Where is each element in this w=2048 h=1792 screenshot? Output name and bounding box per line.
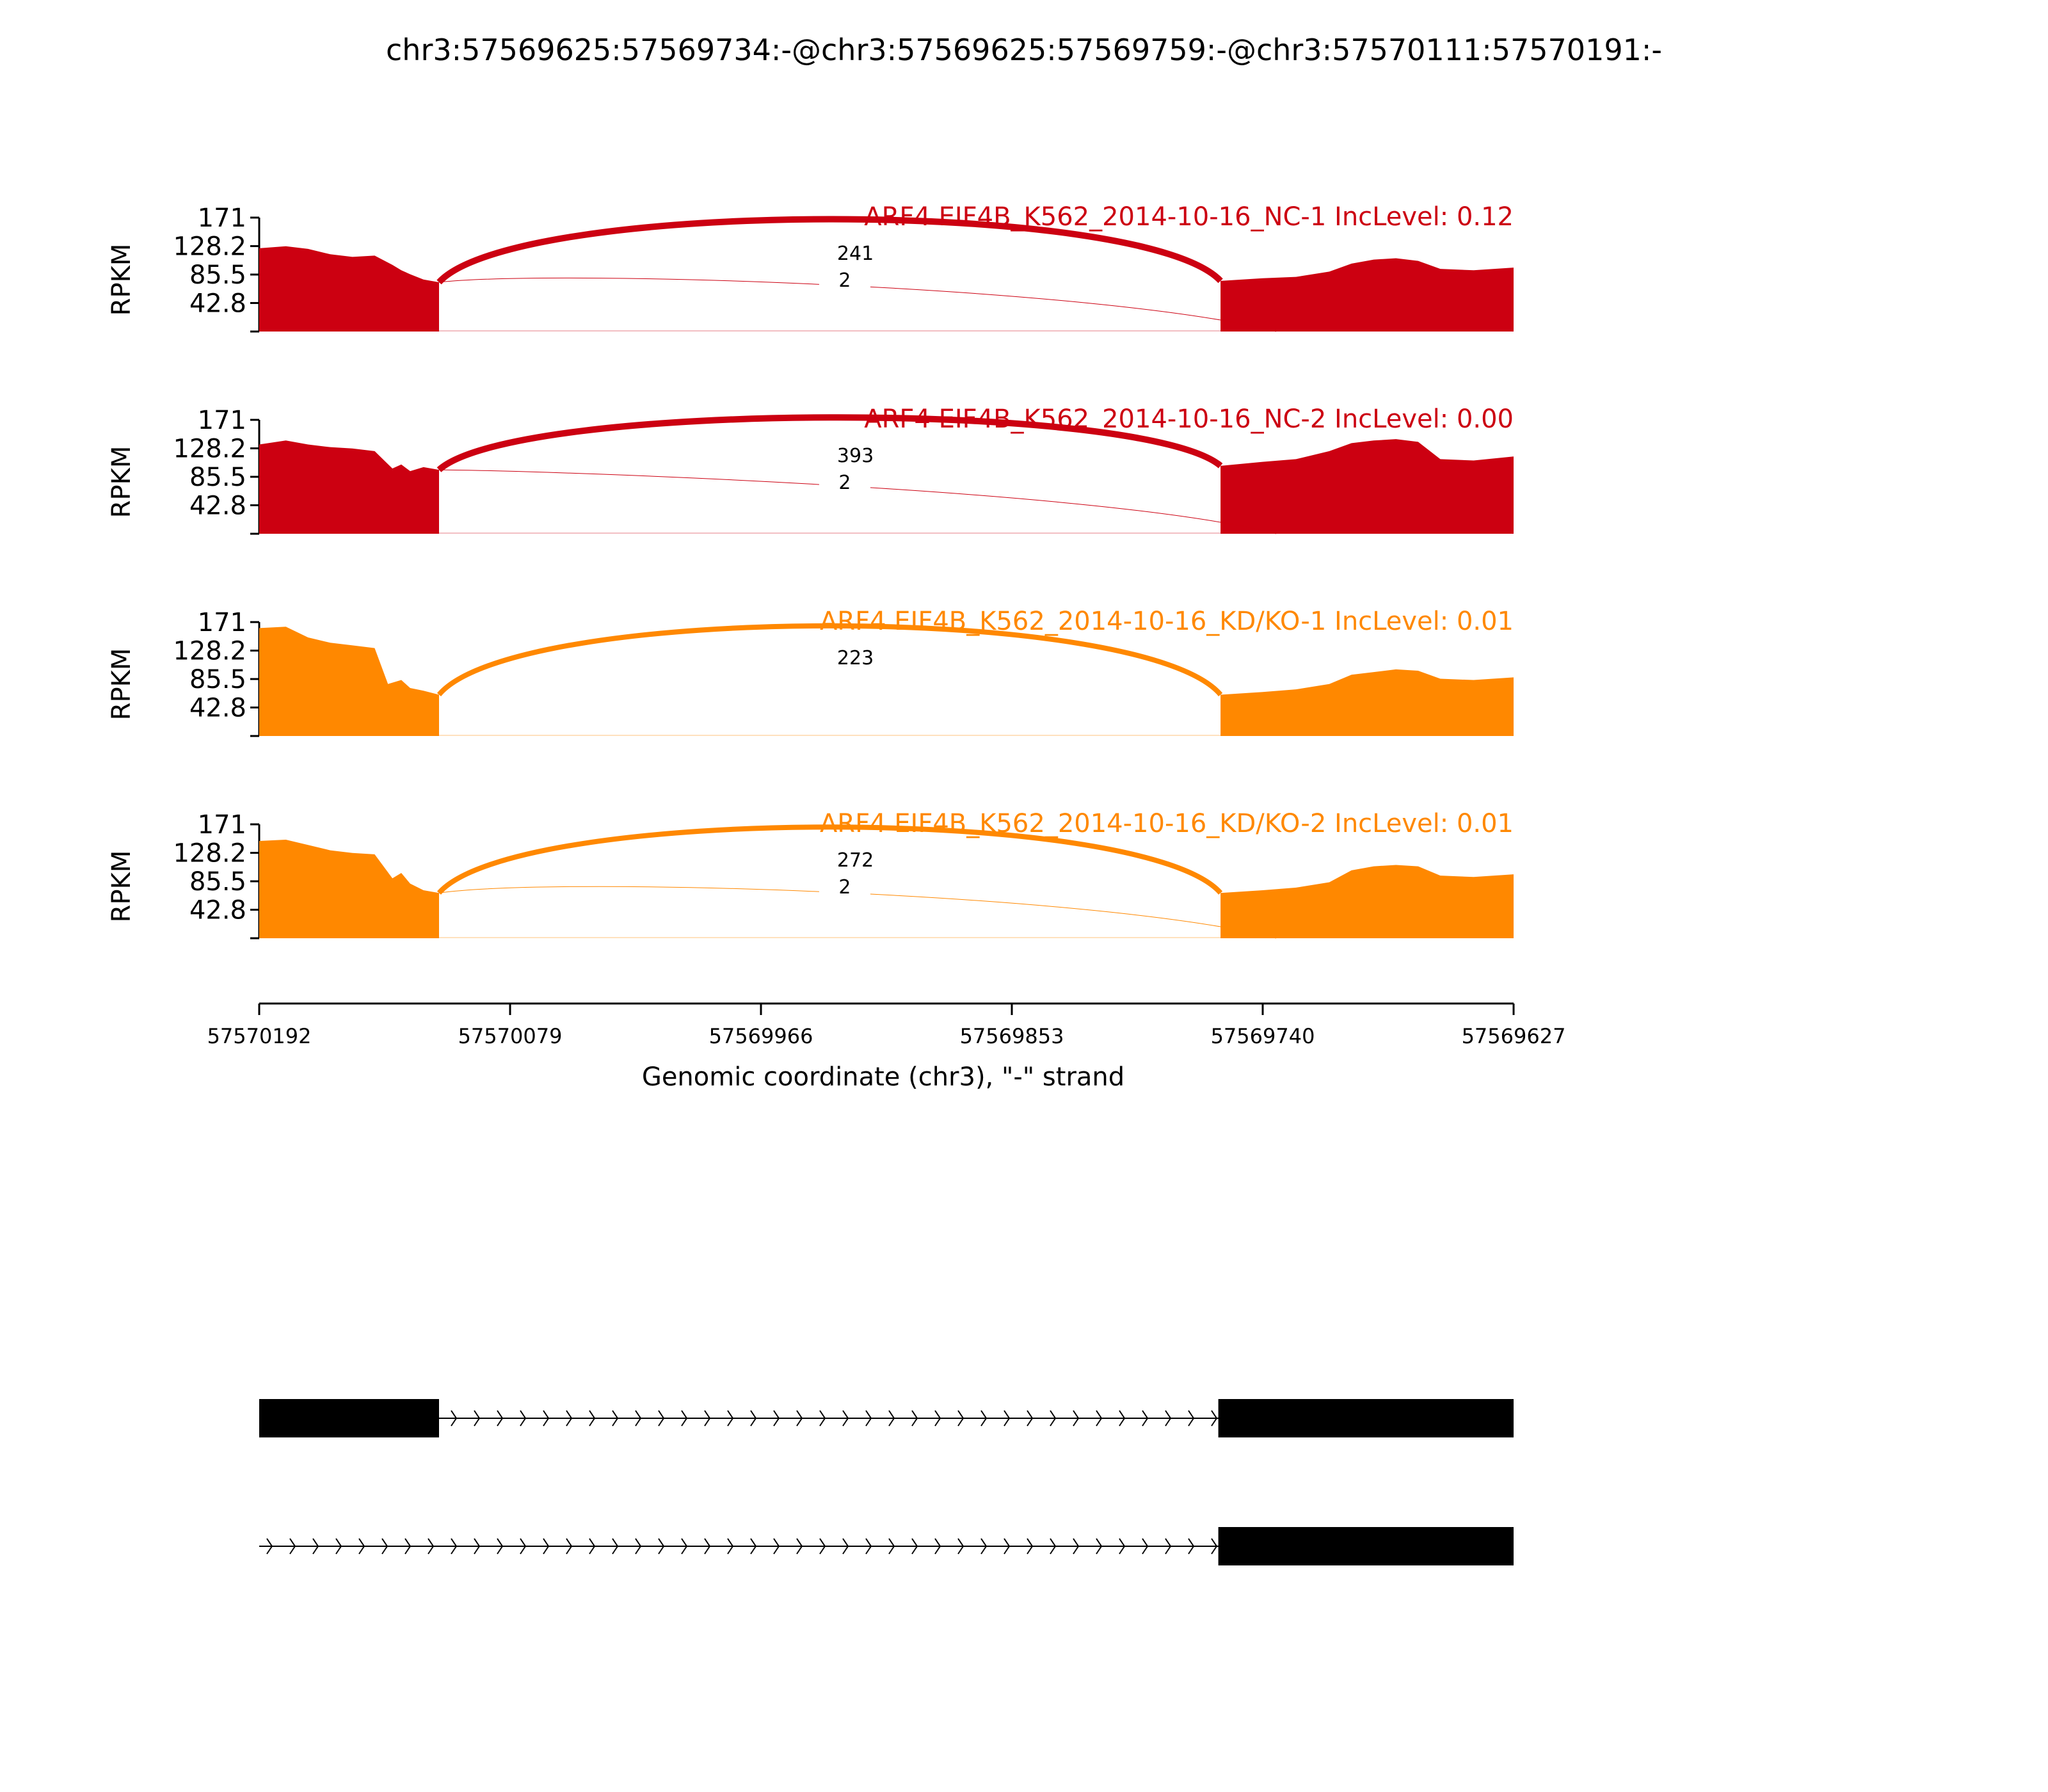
gene-model — [259, 1399, 1514, 1437]
sample-label: ARF4 EIF4B_K562_2014-10-16_KD/KO-2 IncLevel: 0.01 — [819, 809, 1514, 838]
x-axis-label: Genomic coordinate (chr3), "-" strand — [641, 1062, 1125, 1092]
y-tick-label: 128.2 — [173, 232, 246, 262]
y-axis-label: RPKM — [107, 445, 136, 518]
y-tick-label: 42.8 — [189, 491, 246, 521]
junction-count: 272 — [836, 849, 874, 872]
coverage-area — [1220, 258, 1514, 332]
gene-model — [259, 1527, 1514, 1565]
exon-block — [259, 1399, 439, 1437]
junction-count: 2 — [838, 876, 851, 899]
coverage-area — [259, 840, 439, 938]
junction-count: 2 — [838, 472, 851, 494]
x-axis — [207, 1004, 1566, 1048]
y-tick-label: 128.2 — [173, 636, 246, 666]
y-tick-label: 171 — [197, 810, 246, 840]
coverage-area — [1220, 865, 1514, 938]
x-tick-label: 57569966 — [708, 1024, 813, 1048]
coverage-area — [259, 627, 439, 736]
y-tick-label: 171 — [197, 608, 246, 637]
y-axis-label: RPKM — [107, 243, 136, 316]
y-tick-label: 85.5 — [189, 867, 246, 897]
gene-models — [259, 1399, 1514, 1565]
exon-block — [1219, 1399, 1514, 1437]
y-tick-label: 128.2 — [173, 838, 246, 868]
sample-label: ARF4 EIF4B_K562_2014-10-16_NC-1 IncLevel: 0.12 — [864, 202, 1514, 232]
sample-label: ARF4 EIF4B_K562_2014-10-16_NC-2 IncLevel: 0.00 — [864, 404, 1514, 434]
x-tick-label: 57569853 — [959, 1024, 1064, 1048]
sample-panel — [107, 404, 1514, 534]
coverage-area — [1220, 439, 1514, 534]
coverage-area — [259, 440, 439, 534]
y-tick-label: 171 — [197, 406, 246, 435]
sample-panel — [107, 809, 1514, 938]
junction-count: 241 — [836, 243, 874, 265]
x-tick-label: 57569740 — [1210, 1024, 1315, 1048]
y-tick-label: 85.5 — [189, 260, 246, 290]
x-tick-label: 57569627 — [1461, 1024, 1566, 1048]
sample-panel — [107, 607, 1514, 736]
y-tick-label: 171 — [197, 204, 246, 233]
sample-label: ARF4 EIF4B_K562_2014-10-16_KD/KO-1 IncLevel: 0.01 — [819, 607, 1514, 636]
y-tick-label: 85.5 — [189, 463, 246, 492]
junction-count: 2 — [838, 269, 851, 292]
coverage-panels — [107, 202, 1514, 938]
y-tick-label: 42.8 — [189, 693, 246, 723]
y-axis-label: RPKM — [107, 648, 136, 721]
y-tick-label: 42.8 — [189, 895, 246, 925]
y-tick-label: 85.5 — [189, 665, 246, 694]
coverage-area — [1220, 669, 1514, 736]
x-tick-label: 57570192 — [207, 1024, 312, 1048]
junction-count: 223 — [836, 647, 874, 669]
sample-panel — [107, 202, 1514, 332]
y-axis-label: RPKM — [107, 850, 136, 923]
y-tick-label: 42.8 — [189, 289, 246, 319]
x-tick-label: 57570079 — [458, 1024, 563, 1048]
exon-block — [1219, 1527, 1514, 1565]
coverage-area — [259, 246, 439, 332]
y-tick-label: 128.2 — [173, 434, 246, 464]
junction-count: 393 — [836, 445, 874, 467]
chart-title: chr3:57569625:57569734:-@chr3:57569625:57569759:-@chr3:57570111:57570191:- — [386, 33, 1662, 67]
